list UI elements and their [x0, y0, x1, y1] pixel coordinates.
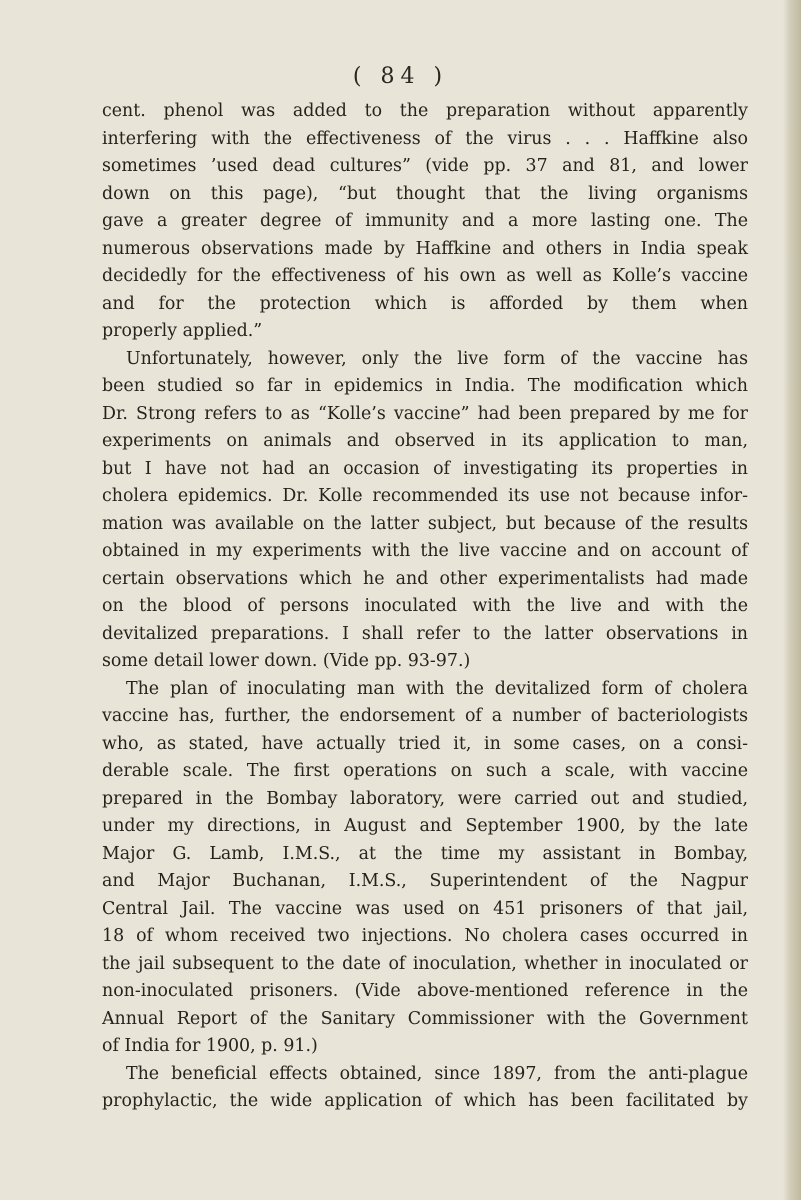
text-line: Major G. Lamb, I.M.S., at the time my assistant in Bombay,	[102, 843, 748, 864]
text-line: but I have not had an occasion of investigating its properties in	[102, 458, 748, 479]
text-line: Dr. Strong refers to as “Kolle’s vaccine” had been prepared by me for	[102, 403, 748, 424]
text-line: The plan of inoculating man with the devitalized form of cholera	[126, 678, 748, 699]
text-line: down on this page), “but thought that the living organisms	[102, 183, 748, 204]
text-line: and Major Buchanan, I.M.S., Superintendent of the Nagpur	[102, 871, 748, 891]
text-line: devitalized preparations. I shall refer to the latter observations in	[102, 623, 748, 644]
text-line: cent. phenol was added to the preparation without apparently	[102, 101, 748, 121]
body-text	[102, 98, 748, 1116]
text-line: cholera epidemics. Dr. Kolle recommended its use not because infor-	[102, 486, 748, 506]
text-line: and for the protection which is afforded by them when	[102, 293, 748, 314]
text-line: some detail lower down. (Vide pp. 93-97.)	[102, 651, 471, 671]
text-line: The beneficial effects obtained, since 1897, from the anti-plague	[126, 1063, 748, 1084]
text-line: on the blood of persons inoculated with the live and with the	[102, 596, 748, 616]
text-line: of India for 1900, p. 91.)	[102, 1036, 318, 1056]
text-line: non-inoculated prisoners. (Vide above-mentioned reference in the	[102, 981, 748, 1001]
text-line: prophylactic, the wide application of which has been facilitated by	[102, 1091, 748, 1111]
text-line: the jail subsequent to the date of inoculation, whether in inoculated or	[102, 953, 748, 974]
text-line: who, as stated, have actually tried it, in some cases, on a consi-	[102, 733, 748, 754]
text-line: sometimes ’used dead cultures” (vide pp. 37 and 81, and lower	[102, 156, 748, 176]
text-line: gave a greater degree of immunity and a more lasting one. The	[102, 211, 748, 231]
text-line: prepared in the Bombay laboratory, were carried out and studied,	[102, 788, 748, 809]
text-line: decidedly for the effectiveness of his own as well as Kolle’s vaccine	[102, 266, 748, 286]
text-line: derable scale. The first operations on such a scale, with vaccine	[102, 761, 748, 781]
text-line: certain observations which he and other experimentalists had made	[102, 568, 748, 589]
text-line: vaccine has, further, the endorsement of a number of bacteriologists	[102, 706, 748, 726]
text-line: been studied so far in epidemics in India. The modification which	[102, 376, 748, 396]
text-line: Central Jail. The vaccine was used on 451 prisoners of that jail,	[102, 898, 748, 919]
text-line: numerous observations made by Haffkine and others in India speak	[102, 238, 748, 259]
text-line: experiments on animals and observed in its application to man,	[102, 431, 748, 451]
text-line: properly applied.”	[102, 321, 263, 341]
text-line: Unfortunately, however, only the live form of the vaccine has	[126, 348, 748, 369]
page-number: ( 84 )	[352, 64, 449, 89]
text-line: obtained in my experiments with the live vaccine and on account of	[102, 541, 748, 561]
text-line: Annual Report of the Sanitary Commissioner with the Government	[102, 1008, 748, 1029]
text-line: 18 of whom received two injections. No cholera cases occurred in	[102, 926, 748, 946]
text-line: under my directions, in August and September 1900, by the late	[102, 816, 748, 836]
page-edge-shadow	[783, 0, 801, 1200]
text-line: mation was available on the latter subject, but because of the results	[102, 513, 748, 534]
text-line: interfering with the effectiveness of the virus . . . Haffkine also	[102, 128, 748, 149]
